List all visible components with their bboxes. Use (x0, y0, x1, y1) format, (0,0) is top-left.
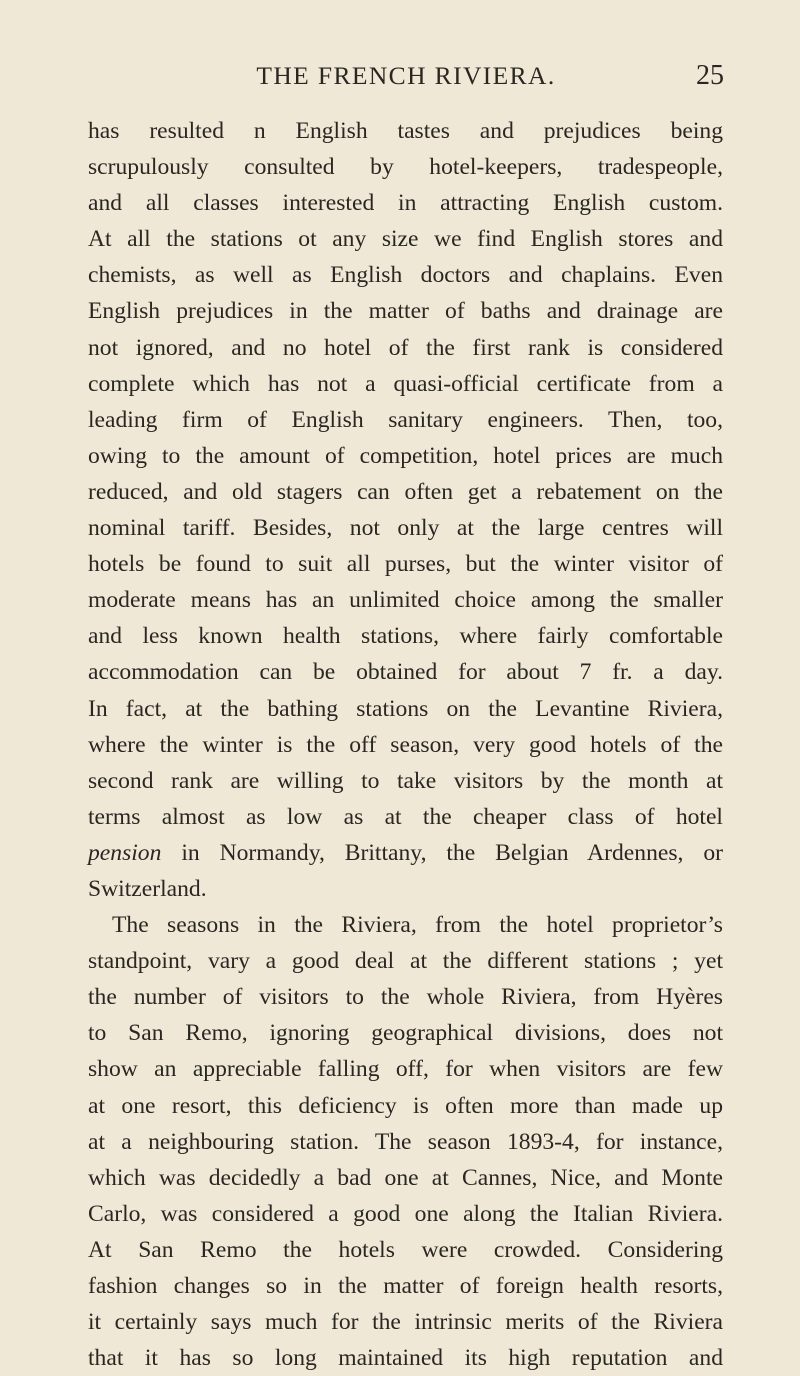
running-title: THE FRENCH RIVIERA. (256, 61, 556, 90)
text-line: terms almost as low as at the cheaper class of hotel (88, 803, 723, 830)
text-line: to San Remo, ignoring geographical divisions, does not (88, 1020, 723, 1047)
text-line: that it has so long maintained its high reputation and (88, 1345, 723, 1372)
text-line: has resulted n English tastes and prejudices being (88, 118, 723, 144)
text-line: standpoint, vary a good deal at the different stations ; yet (88, 948, 723, 975)
text-line: English prejudices in the matter of baths and drainage are (88, 298, 723, 325)
text-line-rest: in Normandy, Brittany, the Belgian Ardennes, or (161, 839, 723, 866)
body-text (88, 113, 723, 1376)
text-line: and all classes interested in attracting English custom. (88, 190, 723, 217)
page-number: 25 (696, 60, 724, 91)
italic-word: pension (88, 839, 162, 866)
text-line: chemists, as well as English doctors and chaplains. Even (88, 262, 723, 289)
text-line: the number of visitors to the whole Riviera, from Hyères (88, 984, 723, 1011)
text-line: second rank are willing to take visitors by the month at (88, 767, 723, 794)
text-line: and less known health stations, where fairly comfortable (88, 623, 723, 650)
text-line: At all the stations ot any size we find English stores and (88, 226, 723, 253)
text-line (88, 835, 723, 871)
text-line: leading firm of English sanitary engineers. Then, too, (88, 406, 723, 433)
text-line: Switzerland. (88, 875, 207, 902)
text-line: The seasons in the Riviera, from the hotel proprietor’s (112, 912, 723, 939)
text-line: moderate means has an unlimited choice among the smaller (88, 587, 723, 614)
text-line: accommodation can be obtained for about 7 fr. a day. (88, 659, 723, 686)
text-line: complete which has not a quasi-official certificate from a (88, 370, 723, 397)
text-line: nominal tariff. Besides, not only at the large centres will (88, 515, 723, 542)
text-line: which was decidedly a bad one at Cannes, Nice, and Monte (88, 1164, 723, 1191)
running-head (88, 58, 724, 94)
text-line: where the winter is the off season, very good hotels of the (88, 731, 723, 758)
text-line: not ignored, and no hotel of the first rank is considered (88, 334, 723, 361)
text-line: at a neighbouring station. The season 1893-4, for instance, (88, 1128, 723, 1155)
text-line: hotels be found to suit all purses, but the winter visitor of (88, 551, 723, 578)
text-line: it certainly says much for the intrinsic merits of the Riviera (88, 1309, 723, 1336)
text-line: reduced, and old stagers can often get a rebatement on the (88, 478, 723, 505)
text-line: In fact, at the bathing stations on the Levantine Riviera, (88, 695, 723, 722)
text-line: at one resort, this deficiency is often more than made up (88, 1092, 723, 1119)
text-line: show an appreciable falling off, for when visitors are few (88, 1056, 723, 1083)
text-line: scrupulously consulted by hotel-keepers, tradespeople, (88, 154, 723, 181)
text-line: At San Remo the hotels were crowded. Considering (88, 1236, 723, 1263)
text-line: fashion changes so in the matter of foreign health resorts, (88, 1273, 723, 1299)
text-line: owing to the amount of competition, hotel prices are much (88, 442, 723, 469)
text-line: Carlo, was considered a good one along the Italian Riviera. (88, 1200, 723, 1227)
